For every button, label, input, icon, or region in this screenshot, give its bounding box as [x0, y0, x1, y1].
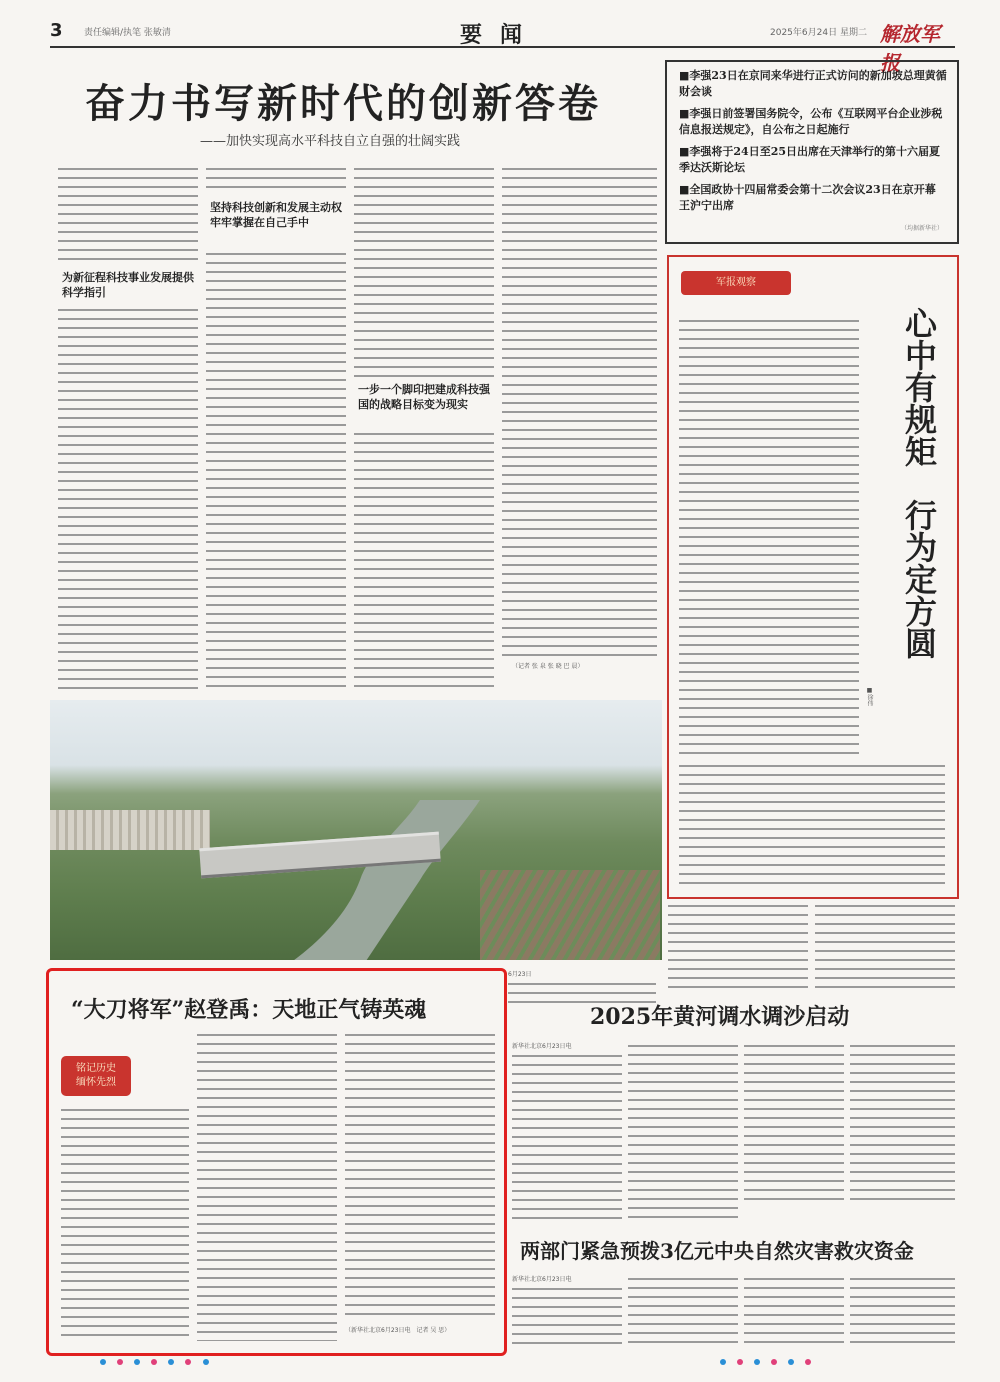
lead-column-4 [502, 165, 657, 660]
dot-icon [100, 1359, 106, 1365]
dot-icon [134, 1359, 140, 1365]
yellow-river-column-3 [744, 1042, 844, 1202]
commentary-continuation-1 [668, 902, 808, 990]
yellow-river-dateline: 新华社北京6月23日电 [512, 1043, 572, 1050]
feature-badge-line1: 铭记历史 [76, 1063, 116, 1074]
photo-caption-date: 6月23日 [508, 971, 532, 978]
brief-item: ■李强23日在京同来华进行正式访问的新加坡总理黄循财会谈 [679, 69, 947, 98]
lead-column-1 [58, 165, 198, 265]
feature-column-2 [197, 1031, 337, 1341]
dot-icon [805, 1359, 811, 1365]
dot-icon [168, 1359, 174, 1365]
yellow-river-column-2 [628, 1042, 738, 1222]
date-line: 2025年6月24日 星期二 [770, 28, 867, 38]
editor-line: 责任编辑/执笔 张敏清 [84, 28, 171, 38]
commentary-banner: 军报观察 [681, 271, 791, 295]
dot-icon [720, 1359, 726, 1365]
lead-column-3 [354, 165, 494, 380]
brief-item: ■李强日前签署国务院令，公布《互联网平台企业涉税信息报送规定》，自公布之日起施行 [679, 107, 943, 136]
commentary-author: ■徐伟 [866, 687, 873, 706]
lead-section-head-2: 坚持科技创新和发展主动权牢牢掌握在自己手中 [210, 201, 342, 229]
lead-column-2 [206, 165, 346, 195]
dot-icon [117, 1359, 123, 1365]
yellow-river-column-1 [512, 1052, 622, 1222]
lead-section-head-3: 一步一个脚印把建成科技强国的战略目标变为现实 [358, 383, 490, 411]
news-briefs-box [665, 60, 959, 244]
disaster-fund-column-2 [628, 1275, 738, 1345]
lead-credit: （记者 张 泉 张 晓 巴 晨） [512, 663, 584, 670]
disaster-fund-column-1 [512, 1285, 622, 1345]
disaster-fund-headline: 两部门紧急预拨3亿元中央自然灾害救灾资金 [520, 1239, 914, 1263]
section-title: 要闻 [460, 22, 541, 48]
masthead [50, 18, 955, 75]
yellow-river-column-4 [850, 1042, 955, 1202]
lead-column-3b [354, 430, 494, 691]
river-aerial-photo [50, 700, 662, 960]
decorative-dots-left [100, 1350, 215, 1369]
lead-headline: 奋力书写新时代的创新答卷 [85, 80, 601, 127]
brief-item: ■李强将于24日至25日出席在天津举行的第十六届夏季达沃斯论坛 [679, 145, 941, 174]
lead-column-2b [206, 250, 346, 691]
disaster-fund-column-4 [850, 1275, 955, 1345]
lead-column-1b [58, 306, 198, 691]
village-area [50, 810, 210, 850]
dot-icon [151, 1359, 157, 1365]
briefs-source: （均据新华社） [900, 225, 943, 232]
farmland [480, 870, 660, 960]
feature-badge-line2: 缅怀先烈 [76, 1077, 116, 1088]
lead-subheadline: ——加快实现高水平科技自立自强的壮阔实践 [200, 134, 461, 149]
dot-icon [203, 1359, 209, 1365]
feature-box [46, 968, 507, 1356]
newspaper-logo: 解放军报 [880, 22, 940, 75]
disaster-fund-dateline: 新华社北京6月23日电 [512, 1276, 572, 1283]
dot-icon [771, 1359, 777, 1365]
feature-badge [61, 1056, 131, 1096]
disaster-fund-column-3 [744, 1275, 844, 1345]
yellow-river-headline: 2025年黄河调水调沙启动 [590, 1004, 850, 1030]
commentary-continuation-2 [815, 902, 955, 990]
commentary-box [667, 255, 959, 899]
commentary-text [679, 317, 859, 757]
feature-title: “大刀将军”赵登禹：天地正气铸英魂 [71, 997, 427, 1023]
feature-column-1 [61, 1106, 189, 1341]
dot-icon [737, 1359, 743, 1365]
dot-icon [788, 1359, 794, 1365]
feature-column-3 [345, 1031, 495, 1321]
lead-section-head-1: 为新征程科技事业发展提供科学指引 [62, 271, 194, 299]
feature-credit: （新华社北京6月23日电 记者 吴 思） [345, 1327, 451, 1334]
commentary-title: 心中有规矩 行为定方圆 [900, 307, 938, 659]
commentary-text-lower [679, 762, 945, 887]
brief-item: ■全国政协十四届常委会第十二次会议23日在京开幕 王沪宁出席 [679, 183, 947, 212]
decorative-dots-right [720, 1350, 817, 1369]
dot-icon [185, 1359, 191, 1365]
dot-icon [754, 1359, 760, 1365]
page-number: 3 [50, 20, 63, 41]
